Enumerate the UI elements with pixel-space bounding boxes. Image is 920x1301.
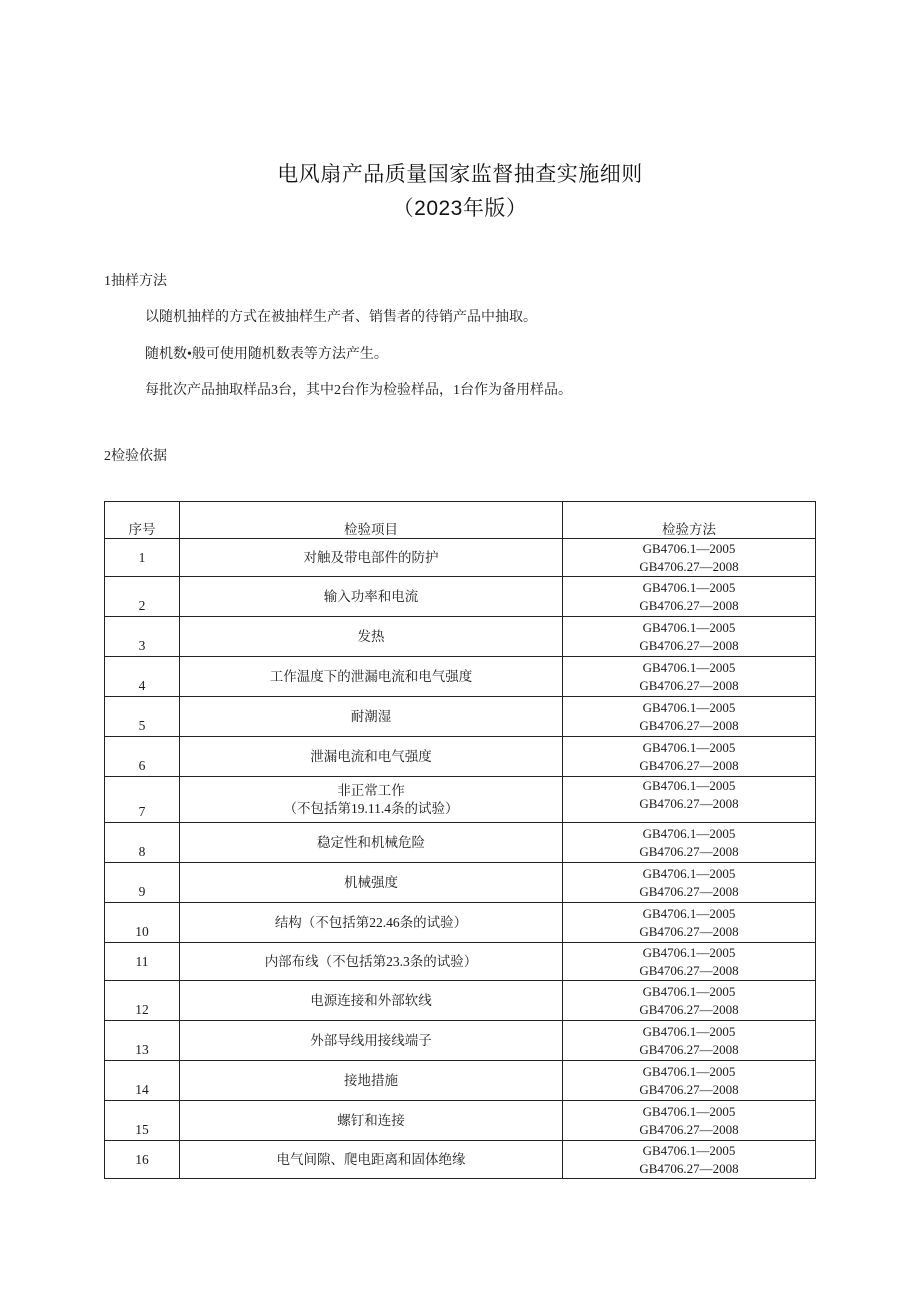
table-row: [105, 577, 816, 617]
inspection-item-name: 外部导线用接线端子: [310, 1032, 432, 1048]
row-inspection-item: [180, 1101, 563, 1141]
table-row: [105, 1061, 816, 1101]
section-1-heading: 1抽样方法: [104, 274, 167, 289]
paragraph-sample-count: 每批次产品抽取样品3台，其中2台作为检验样品，1台作为备用样品。: [145, 383, 572, 398]
row-inspection-item: [180, 617, 563, 657]
table-row: [105, 539, 816, 577]
inspection-item-name: 工作温度下的泄漏电流和电气强度: [269, 668, 473, 684]
table-row: [105, 777, 816, 823]
row-inspection-item: [180, 777, 563, 823]
standard-reference: GB4706.27—2008: [639, 923, 739, 939]
standard-reference: GB4706.27—2008: [639, 1121, 739, 1137]
row-inspection-item: [180, 577, 563, 617]
row-inspection-method: [563, 657, 816, 697]
table-row: [105, 617, 816, 657]
standard-reference: GB4706.1—2005: [642, 865, 736, 881]
standard-reference: GB4706.1—2005: [642, 699, 736, 715]
header-inspection-item: 检验项目: [180, 502, 563, 539]
row-inspection-method: [563, 737, 816, 777]
standard-reference: GB4706.1—2005: [642, 739, 736, 755]
row-inspection-item: [180, 863, 563, 903]
row-inspection-method: [563, 823, 816, 863]
paragraph-random-number: 随机数•般可使用随机数表等方法产生。: [145, 347, 388, 362]
paragraph-sampling-method: 以随机抽样的方式在被抽样生产者、销售者的待销产品中抽取。: [145, 310, 537, 325]
inspection-item-name: 输入功率和电流: [323, 588, 419, 604]
inspection-item-name: 发热: [357, 628, 385, 644]
row-inspection-method: [563, 903, 816, 943]
row-inspection-method: [563, 1141, 816, 1179]
row-inspection-method: [563, 1021, 816, 1061]
row-serial-number: 7: [105, 777, 180, 823]
standard-reference: GB4706.1—2005: [642, 825, 736, 841]
row-inspection-item: [180, 1141, 563, 1179]
standard-reference: GB4706.27—2008: [639, 1041, 739, 1057]
row-serial-number: 5: [105, 697, 180, 737]
table-row: [105, 737, 816, 777]
inspection-item-name: 结构（不包括第22.46条的试验）: [274, 914, 468, 930]
inspection-item-note: （不包括第19.11.4条的试验）: [283, 800, 459, 816]
row-inspection-item: [180, 1061, 563, 1101]
row-inspection-method: [563, 981, 816, 1021]
row-inspection-item: [180, 903, 563, 943]
row-inspection-method: [563, 943, 816, 981]
row-serial-number: 15: [105, 1101, 180, 1141]
row-serial-number: 10: [105, 903, 180, 943]
row-serial-number: 13: [105, 1021, 180, 1061]
inspection-item-name: 接地措施: [344, 1072, 398, 1088]
standard-reference: GB4706.27—2008: [639, 597, 739, 613]
table-row: [105, 823, 816, 863]
row-serial-number: 4: [105, 657, 180, 697]
inspection-item-name: 电气间隙、爬电距离和固体绝缘: [276, 1151, 466, 1167]
row-inspection-method: [563, 777, 816, 823]
row-inspection-item: [180, 943, 563, 981]
table-row: [105, 903, 816, 943]
table-row: [105, 981, 816, 1021]
row-inspection-method: [563, 1101, 816, 1141]
inspection-item-name: 内部布线（不包括第23.3条的试验）: [264, 953, 478, 969]
row-inspection-item: [180, 737, 563, 777]
row-serial-number: 12: [105, 981, 180, 1021]
standard-reference: GB4706.1—2005: [642, 1142, 736, 1158]
standard-reference: GB4706.27—2008: [639, 677, 739, 693]
standard-reference: GB4706.1—2005: [642, 944, 736, 960]
row-serial-number: 11: [105, 943, 180, 981]
standard-reference: GB4706.27—2008: [639, 796, 739, 811]
table-row: [105, 1101, 816, 1141]
row-inspection-method: [563, 617, 816, 657]
table-header-row: [105, 502, 816, 539]
table-row: [105, 943, 816, 981]
inspection-table: [104, 501, 816, 1179]
standard-reference: GB4706.27—2008: [639, 637, 739, 653]
row-serial-number: 14: [105, 1061, 180, 1101]
row-serial-number: 3: [105, 617, 180, 657]
row-inspection-item: [180, 1021, 563, 1061]
standard-reference: GB4706.27—2008: [639, 558, 739, 574]
row-serial-number: 9: [105, 863, 180, 903]
standard-reference: GB4706.1—2005: [642, 1063, 736, 1079]
row-inspection-method: [563, 1061, 816, 1101]
standard-reference: GB4706.27—2008: [639, 1160, 739, 1176]
row-inspection-method: [563, 577, 816, 617]
standard-reference: GB4706.1—2005: [642, 579, 736, 595]
row-serial-number: 1: [105, 539, 180, 577]
inspection-item-name: 螺钉和连接: [337, 1112, 405, 1128]
standard-reference: GB4706.1—2005: [642, 1023, 736, 1039]
table-row: [105, 1141, 816, 1179]
document-edition: （2023年版）: [392, 197, 528, 220]
standard-reference: GB4706.1—2005: [642, 905, 736, 921]
header-serial-number: 序号: [105, 502, 180, 539]
row-inspection-item: [180, 981, 563, 1021]
row-inspection-item: [180, 657, 563, 697]
standard-reference: GB4706.1—2005: [642, 778, 736, 793]
header-inspection-method: 检验方法: [563, 502, 816, 539]
section-2-heading: 2检验依据: [104, 449, 167, 464]
row-serial-number: 8: [105, 823, 180, 863]
inspection-item-name: 稳定性和机械危险: [317, 834, 425, 850]
standard-reference: GB4706.1—2005: [642, 540, 736, 556]
table-row: [105, 697, 816, 737]
inspection-item-name: 电源连接和外部软线: [310, 992, 432, 1008]
inspection-item-name: 耐潮湿: [350, 708, 392, 724]
standard-reference: GB4706.27—2008: [639, 1001, 739, 1017]
standard-reference: GB4706.27—2008: [639, 883, 739, 899]
standard-reference: GB4706.1—2005: [642, 659, 736, 675]
row-inspection-item: [180, 697, 563, 737]
standard-reference: GB4706.1—2005: [642, 983, 736, 999]
inspection-item-name: 对触及带电部件的防护: [303, 549, 439, 565]
inspection-item-name: 非正常工作: [337, 782, 405, 798]
standard-reference: GB4706.27—2008: [639, 1081, 739, 1097]
standard-reference: GB4706.1—2005: [642, 1103, 736, 1119]
row-inspection-item: [180, 823, 563, 863]
table-row: [105, 863, 816, 903]
standard-reference: GB4706.27—2008: [639, 757, 739, 773]
table-row: [105, 657, 816, 697]
row-serial-number: 6: [105, 737, 180, 777]
inspection-item-name: 机械强度: [344, 874, 398, 890]
standard-reference: GB4706.27—2008: [639, 843, 739, 859]
standard-reference: GB4706.1—2005: [642, 619, 736, 635]
row-inspection-method: [563, 863, 816, 903]
row-serial-number: 16: [105, 1141, 180, 1179]
inspection-item-name: 泄漏电流和电气强度: [310, 748, 432, 764]
row-inspection-method: [563, 539, 816, 577]
row-serial-number: 2: [105, 577, 180, 617]
standard-reference: GB4706.27—2008: [639, 962, 739, 978]
table-row: [105, 1021, 816, 1061]
row-inspection-method: [563, 697, 816, 737]
document-title: 电风扇产品质量国家监督抽查实施细则: [277, 163, 643, 186]
standard-reference: GB4706.27—2008: [639, 717, 739, 733]
row-inspection-item: [180, 539, 563, 577]
